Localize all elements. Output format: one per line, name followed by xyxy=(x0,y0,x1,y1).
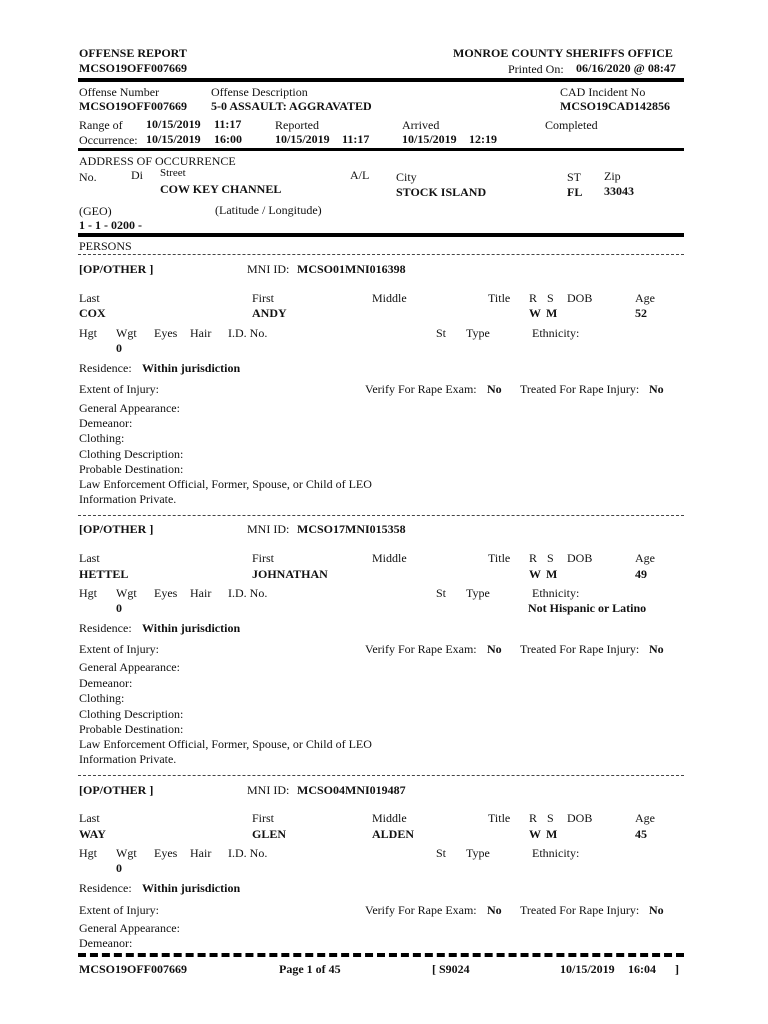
persons-rule xyxy=(78,254,684,255)
di-label: Di xyxy=(131,168,143,182)
officer-id: [ S9024 xyxy=(432,962,470,976)
range-time: 11:17 xyxy=(214,117,242,131)
range-label: Range of xyxy=(79,118,123,132)
al-label: A/L xyxy=(350,168,370,182)
treated-label: Treated For Rape Injury: xyxy=(520,642,640,656)
eyes-label: Eyes xyxy=(154,326,178,340)
offense-desc-label: Offense Description xyxy=(211,85,308,99)
residence-value: Within jurisdiction xyxy=(142,881,241,895)
id-st-label: St xyxy=(436,846,447,860)
street-label: Street xyxy=(160,167,186,179)
middle-label: Middle xyxy=(372,811,407,825)
footer-report-number: MCSO19OFF007669 xyxy=(79,962,187,976)
idno-label: I.D. No. xyxy=(228,846,268,860)
leo-label: Law Enforcement Official, Former, Spouse, or Child of LEO xyxy=(79,477,372,491)
cad-number: MCSO19CAD142856 xyxy=(560,99,670,113)
footer-time: 16:04 xyxy=(628,962,656,976)
completed-label: Completed xyxy=(545,118,598,132)
first-name: JOHNATHAN xyxy=(252,567,328,581)
treated-value: No xyxy=(649,642,664,656)
age-label: Age xyxy=(635,291,655,305)
last-name: COX xyxy=(79,306,106,320)
wgt-value: 0 xyxy=(116,341,122,355)
general-label: General Appearance: xyxy=(79,921,180,935)
type-label: Type xyxy=(466,586,490,600)
verify-label: Verify For Rape Exam: xyxy=(365,903,477,917)
last-label: Last xyxy=(79,551,100,565)
age-value: 49 xyxy=(635,567,647,581)
mni-id: MCSO01MNI016398 xyxy=(297,262,406,276)
first-name: ANDY xyxy=(252,306,287,320)
title-label: Title xyxy=(488,551,511,565)
private-label: Information Private. xyxy=(79,752,177,766)
race-value: W xyxy=(529,306,541,320)
residence-label: Residence: xyxy=(79,361,132,375)
range-date: 10/15/2019 xyxy=(146,117,201,131)
demeanor-label: Demeanor: xyxy=(79,936,133,950)
race-label: R xyxy=(529,811,538,825)
person-role: [OP/OTHER ] xyxy=(79,262,154,276)
geo-value: 1 - 1 - 0200 - xyxy=(79,218,142,232)
clothing-desc-label: Clothing Description: xyxy=(79,447,184,461)
dob-label: DOB xyxy=(567,551,593,565)
first-label: First xyxy=(252,811,275,825)
hair-label: Hair xyxy=(190,586,212,600)
mni-label: MNI ID: xyxy=(247,783,290,797)
demeanor-label: Demeanor: xyxy=(79,676,133,690)
offense-rule xyxy=(78,148,684,151)
first-label: First xyxy=(252,551,275,565)
wgt-label: Wgt xyxy=(116,846,137,860)
st-value: FL xyxy=(567,185,583,199)
extent-label: Extent of Injury: xyxy=(79,903,159,917)
occurrence-time: 16:00 xyxy=(214,132,242,146)
eyes-label: Eyes xyxy=(154,846,178,860)
hair-label: Hair xyxy=(190,326,212,340)
sex-label: S xyxy=(547,811,554,825)
city-value: STOCK ISLAND xyxy=(396,185,487,199)
verify-label: Verify For Rape Exam: xyxy=(365,642,477,656)
clothing-desc-label: Clothing Description: xyxy=(79,707,184,721)
race-value: W xyxy=(529,567,541,581)
general-label: General Appearance: xyxy=(79,660,180,674)
st-label: ST xyxy=(567,170,582,184)
clothing-label: Clothing: xyxy=(79,431,125,445)
last-label: Last xyxy=(79,291,100,305)
residence-value: Within jurisdiction xyxy=(142,361,241,375)
age-value: 52 xyxy=(635,306,647,320)
sex-label: S xyxy=(547,551,554,565)
hgt-label: Hgt xyxy=(79,586,97,600)
mni-label: MNI ID: xyxy=(247,262,290,276)
cad-label: CAD Incident No xyxy=(560,85,646,99)
dob-label: DOB xyxy=(567,291,593,305)
footer-date: 10/15/2019 xyxy=(560,962,615,976)
wgt-value: 0 xyxy=(116,601,122,615)
agency-name: MONROE COUNTY SHERIFFS OFFICE xyxy=(453,46,673,60)
persons-title: PERSONS xyxy=(79,239,132,253)
street-value: COW KEY CHANNEL xyxy=(160,182,282,196)
reported-time: 11:17 xyxy=(342,132,370,146)
last-name: HETTEL xyxy=(79,567,129,581)
general-label: General Appearance: xyxy=(79,401,180,415)
first-label: First xyxy=(252,291,275,305)
wgt-label: Wgt xyxy=(116,326,137,340)
address-title: ADDRESS OF OCCURRENCE xyxy=(79,154,236,168)
reported-date: 10/15/2019 xyxy=(275,132,330,146)
last-label: Last xyxy=(79,811,100,825)
person-divider xyxy=(78,515,684,516)
treated-value: No xyxy=(649,382,664,396)
mni-label: MNI ID: xyxy=(247,522,290,536)
verify-value: No xyxy=(487,382,502,396)
race-label: R xyxy=(529,291,538,305)
latlong-label: (Latitude / Longitude) xyxy=(215,203,322,217)
hgt-label: Hgt xyxy=(79,846,97,860)
wgt-label: Wgt xyxy=(116,586,137,600)
type-label: Type xyxy=(466,846,490,860)
wgt-value: 0 xyxy=(116,861,122,875)
title-label: Title xyxy=(488,811,511,825)
residence-label: Residence: xyxy=(79,621,132,635)
city-label: City xyxy=(396,170,417,184)
verify-value: No xyxy=(487,642,502,656)
zip-value: 33043 xyxy=(604,184,634,198)
hair-label: Hair xyxy=(190,846,212,860)
first-name: GLEN xyxy=(252,827,287,841)
ethnicity-label: Ethnicity: xyxy=(532,326,580,340)
report-title: OFFENSE REPORT xyxy=(79,46,187,60)
sex-value: M xyxy=(546,567,558,581)
sex-value: M xyxy=(546,306,558,320)
title-label: Title xyxy=(488,291,511,305)
person-divider xyxy=(78,775,684,776)
offense-desc: 5-0 ASSAULT: AGGRAVATED xyxy=(211,99,372,113)
demeanor-label: Demeanor: xyxy=(79,416,133,430)
sex-value: M xyxy=(546,827,558,841)
idno-label: I.D. No. xyxy=(228,326,268,340)
ethnicity-label: Ethnicity: xyxy=(532,846,580,860)
offense-number: MCSO19OFF007669 xyxy=(79,99,187,113)
page-number: Page 1 of 45 xyxy=(279,962,341,976)
extent-label: Extent of Injury: xyxy=(79,642,159,656)
zip-label: Zip xyxy=(604,169,621,183)
occurrence-label: Occurrence: xyxy=(79,133,138,147)
hgt-label: Hgt xyxy=(79,326,97,340)
ethnicity-value: Not Hispanic or Latino xyxy=(528,601,647,615)
type-label: Type xyxy=(466,326,490,340)
age-label: Age xyxy=(635,551,655,565)
header-rule xyxy=(78,78,684,82)
residence-value: Within jurisdiction xyxy=(142,621,241,635)
ethnicity-label: Ethnicity: xyxy=(532,586,580,600)
sex-label: S xyxy=(547,291,554,305)
mni-id: MCSO04MNI019487 xyxy=(297,783,406,797)
offense-number-label: Offense Number xyxy=(79,85,160,99)
age-value: 45 xyxy=(635,827,647,841)
eyes-label: Eyes xyxy=(154,586,178,600)
arrived-label: Arrived xyxy=(402,118,440,132)
treated-label: Treated For Rape Injury: xyxy=(520,382,640,396)
middle-name: ALDEN xyxy=(372,827,415,841)
treated-value: No xyxy=(649,903,664,917)
dob-label: DOB xyxy=(567,811,593,825)
race-label: R xyxy=(529,551,538,565)
residence-label: Residence: xyxy=(79,881,132,895)
probable-label: Probable Destination: xyxy=(79,722,184,736)
person-role: [OP/OTHER ] xyxy=(79,522,154,536)
race-value: W xyxy=(529,827,541,841)
verify-value: No xyxy=(487,903,502,917)
address-rule xyxy=(78,233,684,237)
footer-bracket: ] xyxy=(675,962,679,976)
id-st-label: St xyxy=(436,326,447,340)
occurrence-date: 10/15/2019 xyxy=(146,132,201,146)
geo-label: (GEO) xyxy=(79,204,112,218)
printed-label: Printed On: xyxy=(508,62,564,76)
printed-value: 06/16/2020 @ 08:47 xyxy=(576,61,676,75)
reported-label: Reported xyxy=(275,118,319,132)
footer-rule xyxy=(78,953,684,957)
id-st-label: St xyxy=(436,586,447,600)
report-number: MCSO19OFF007669 xyxy=(79,61,187,75)
clothing-label: Clothing: xyxy=(79,691,125,705)
idno-label: I.D. No. xyxy=(228,586,268,600)
arrived-time: 12:19 xyxy=(469,132,497,146)
no-label: No. xyxy=(79,170,97,184)
last-name: WAY xyxy=(79,827,106,841)
middle-label: Middle xyxy=(372,551,407,565)
treated-label: Treated For Rape Injury: xyxy=(520,903,640,917)
probable-label: Probable Destination: xyxy=(79,462,184,476)
middle-label: Middle xyxy=(372,291,407,305)
private-label: Information Private. xyxy=(79,492,177,506)
extent-label: Extent of Injury: xyxy=(79,382,159,396)
age-label: Age xyxy=(635,811,655,825)
arrived-date: 10/15/2019 xyxy=(402,132,457,146)
leo-label: Law Enforcement Official, Former, Spouse, or Child of LEO xyxy=(79,737,372,751)
verify-label: Verify For Rape Exam: xyxy=(365,382,477,396)
mni-id: MCSO17MNI015358 xyxy=(297,522,406,536)
person-role: [OP/OTHER ] xyxy=(79,783,154,797)
